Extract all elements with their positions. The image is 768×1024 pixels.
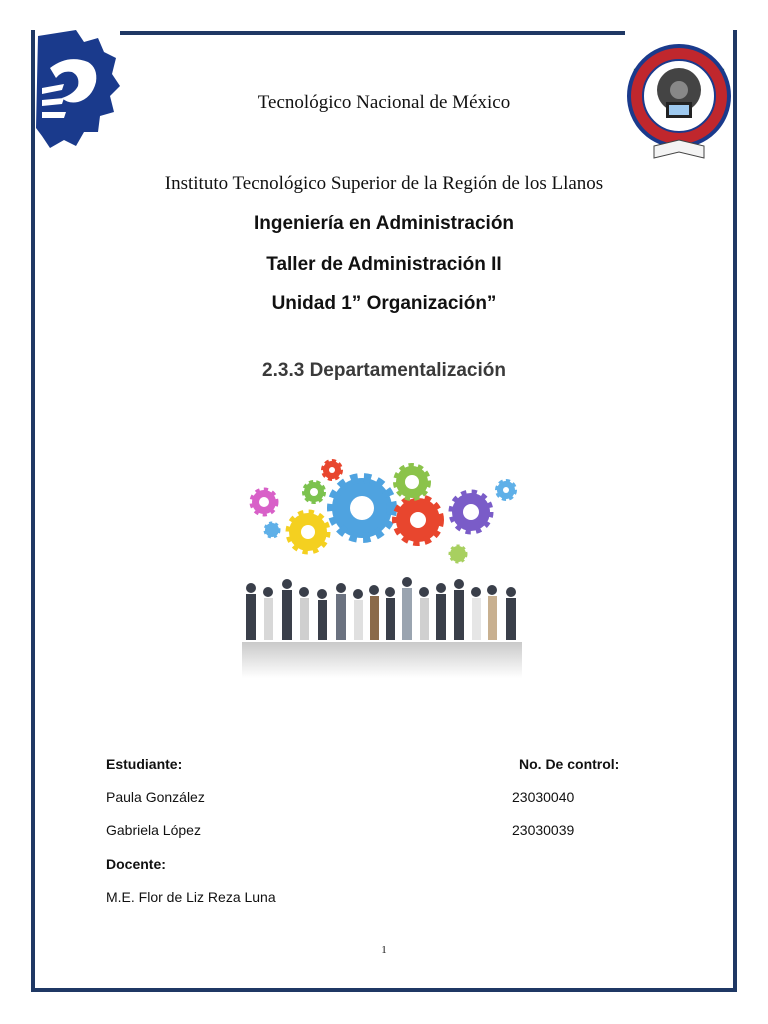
student-name: Paula González <box>106 789 205 805</box>
course-name: Taller de Administración II <box>266 254 502 275</box>
page-number: 1 <box>381 944 387 956</box>
student-control-number: 23030039 <box>512 822 575 838</box>
program-name: Ingeniería en Administración <box>253 213 515 234</box>
national-tech-title: Tecnológico Nacional de México <box>257 92 511 113</box>
teacher-label: Docente: <box>106 856 166 872</box>
page-border-top <box>120 31 625 35</box>
gears-people-illustration <box>236 448 536 698</box>
topic-title: 2.3.3 Departamentalización <box>262 360 506 381</box>
student-name: Gabriela López <box>106 822 201 838</box>
student-control-number: 23030040 <box>512 789 575 805</box>
page-border-bottom <box>31 988 737 992</box>
student-label: Estudiante: <box>106 756 183 772</box>
teacher-name: M.E. Flor de Liz Reza Luna <box>106 889 276 905</box>
control-number-label: No. De control: <box>519 756 620 772</box>
institute-name: Instituto Tecnológico Superior de la Región de los Llanos <box>164 173 604 194</box>
unit-title: Unidad 1” Organización” <box>271 293 497 314</box>
gear-icon <box>332 478 392 538</box>
